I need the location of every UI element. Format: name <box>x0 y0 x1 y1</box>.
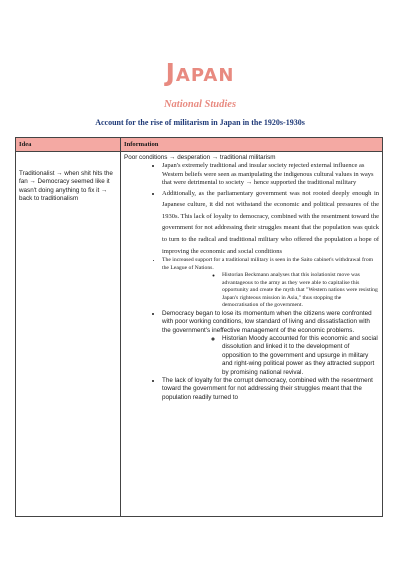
list-item <box>162 257 379 310</box>
page-subtitle: National Studies <box>163 99 237 110</box>
list-item-text: Democracy began to lose its momentum when the citizens were confronted with poor working conditions, low standard of living and dissatisfaction with the government's ineffective management of the economic problems. <box>162 309 372 334</box>
sub-list-item: ◦ Historian Moody accounted for this economic and social dissolution and linked it to the development of opposition to the government and upsurge in military and right-wing political power as they attracted support by promising national revival. <box>222 335 379 377</box>
notes-table <box>15 137 383 517</box>
lead-line: Poor conditions → desperation → traditional militarism <box>124 154 276 161</box>
sub-bullet-list <box>162 335 379 377</box>
information-cell <box>121 152 383 517</box>
idea-text: Traditionalist → when shit hits the fan → Democracy seemed like it wasn't doing anything to fix it → back to traditionalism <box>19 170 113 203</box>
list-item <box>162 310 379 377</box>
page-title: Japan <box>165 58 235 87</box>
sub-bullet-list <box>162 272 379 310</box>
list-item: • Japan's extremely traditional and insular society rejected external influence as Western beliefs were seen as manipulating the indigenous cultural values in ways that were detrimental to society → hence supported the traditional military <box>162 162 379 187</box>
sub-list-item: ◦ Historian Beckmann analyses that this isolationist move was advantageous to the army as they were able to capitalise this opportunity and create the myth that "Western nations were resisting Japan's righteous mission in Asia," thus stopping the democratisation of the government. <box>222 272 379 310</box>
list-item: • The lack of loyalty for the corrupt democracy, combined with the resentment toward the government for not addressing their struggles meant that the population readily turned to <box>162 377 379 402</box>
table-row <box>16 152 383 517</box>
bullet-list <box>124 162 379 402</box>
column-header-information: Information <box>121 138 383 152</box>
table-header-row <box>16 138 383 152</box>
list-item-text: The increased support for a traditional military is seen in the Saito cabinet's withdrawal from the League of Nations. <box>162 257 374 271</box>
idea-cell <box>16 152 121 517</box>
essay-question: Account for the rise of militarism in Japan in the 1920s-1930s <box>95 118 305 127</box>
list-item: • Additionally, as the parliamentary government was not rooted deeply enough in Japanese culture, it did not withstand the economic and political pressures of the 1930s. This lack of loyalty to democracy, combined with the resentment toward the government for not addressing their struggles meant that the population was quick to turn to the radical and traditional military who offered the population a hope of improving the economic and social conditions <box>162 188 379 258</box>
column-header-idea: Idea <box>16 138 121 152</box>
